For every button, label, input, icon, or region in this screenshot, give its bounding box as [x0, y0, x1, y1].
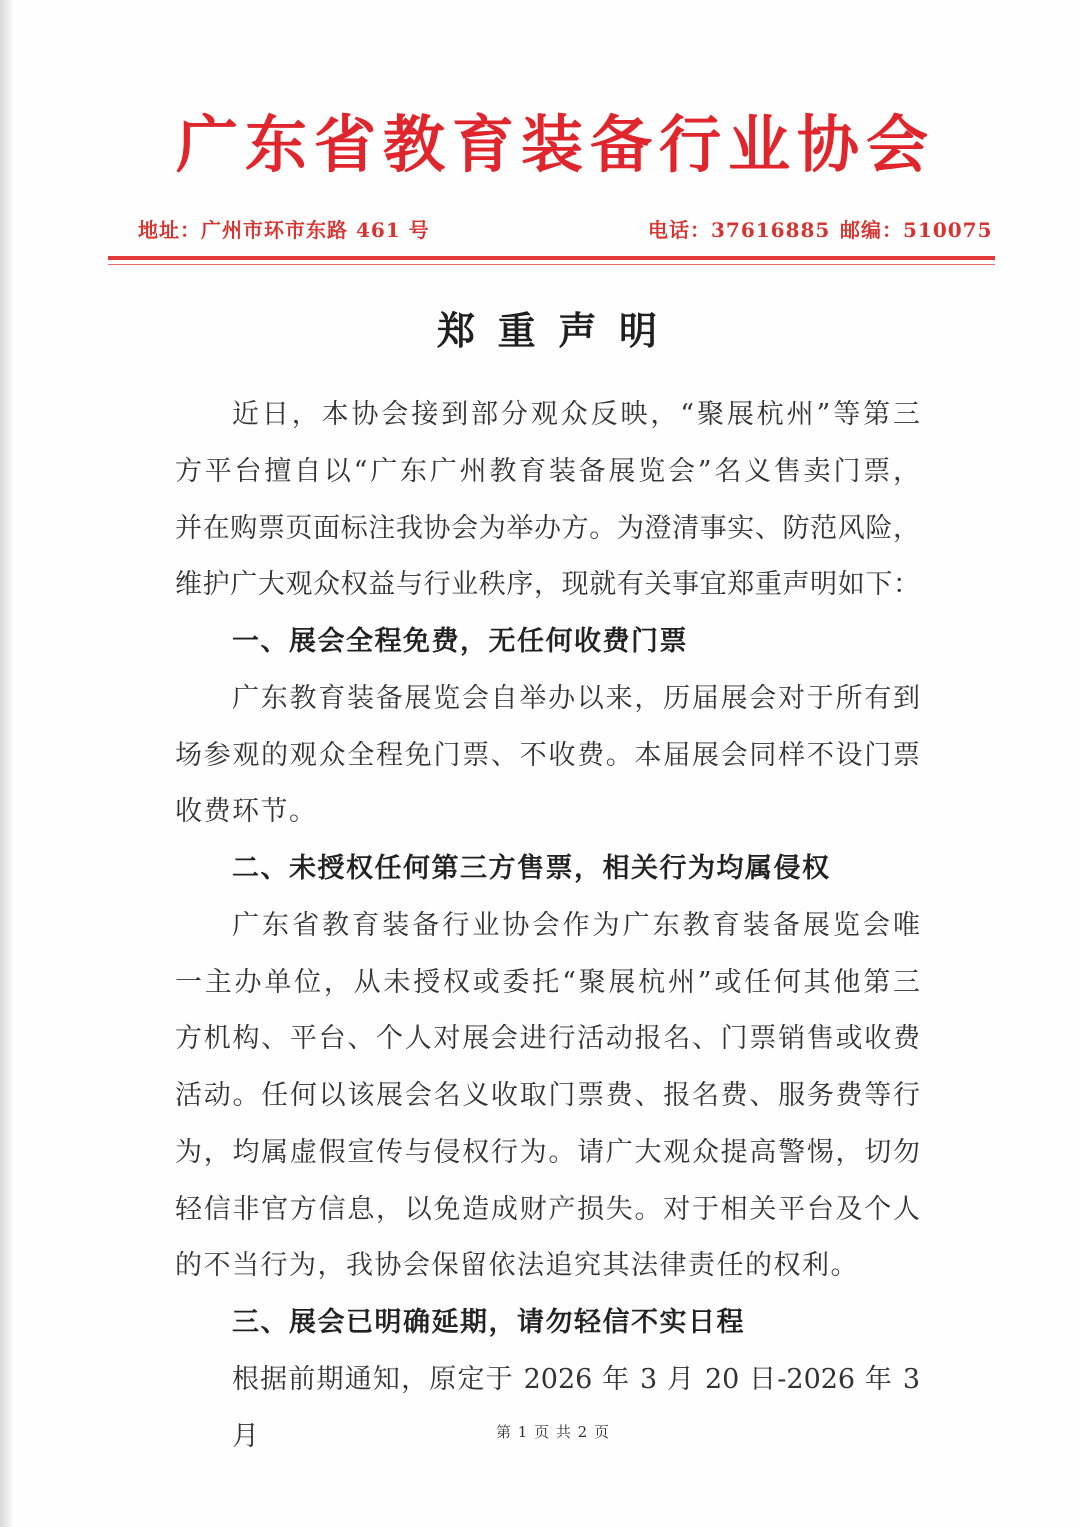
section-1: [175, 614, 920, 841]
text-line: 维护广大观众权益与行业秩序，现就有关事宜郑重声明如下：: [175, 569, 920, 601]
letterhead-rule-thick: [108, 256, 995, 260]
text-line: 为，均属虚假宣传与侵权行为。请广大观众提高警惕，切勿: [175, 1136, 920, 1168]
text-line: 收费环节。: [175, 796, 318, 828]
section-heading: 三、展会已明确延期，请勿轻信不实日程: [232, 1307, 745, 1338]
section-2: [175, 841, 920, 1295]
text-line: 广东教育装备展览会自举办以来，历届展会对于所有到: [232, 682, 920, 714]
letterhead-rule-thin: [108, 264, 995, 265]
text-line: 一主办单位，从未授权或委托“聚展杭州”或任何其他第三: [175, 966, 920, 998]
letterhead-org-name: 广东省教育装备行业协会: [176, 108, 928, 181]
page-indicator: 第 1 页 共 2 页: [496, 1423, 610, 1441]
intro-paragraph: [175, 387, 920, 614]
section-heading: 一、展会全程免费，无任何收费门票: [232, 626, 688, 657]
letterhead-address: 地址：广州市环市东路 461 号: [138, 218, 430, 242]
text-line: 轻信非官方信息，以免造成财产损失。对于相关平台及个人: [175, 1193, 920, 1225]
letterhead-phone: 电话：37616885: [648, 218, 831, 242]
text-line: 近日，本协会接到部分观众反映，“聚展杭州”等第三: [232, 399, 920, 430]
text-line: 广东省教育装备行业协会作为广东教育装备展览会唯: [232, 909, 920, 941]
text-line: 方机构、平台、个人对展会进行活动报名、门票销售或收费: [175, 1023, 920, 1055]
text-line: 根据前期通知，原定于 2026 年 3 月 20 日-2026 年 3 月: [232, 1363, 920, 1452]
letterhead-postcode: 邮编：510075: [840, 218, 993, 242]
section-heading: 二、未授权任何第三方售票，相关行为均属侵权: [232, 853, 831, 884]
text-line: 并在购票页面标注我协会为举办方。为澄清事实、防范风险，: [175, 512, 920, 544]
text-line: 场参观的观众全程免门票、不收费。本届展会同样不设门票: [175, 739, 920, 771]
text-line: 方平台擅自以“广东广州教育装备展览会”名义售卖门票，: [175, 455, 920, 487]
text-line: 活动。任何以该展会名义收取门票费、报名费、服务费等行: [175, 1080, 920, 1111]
text-line: 的不当行为，我协会保留依法追究其法律责任的权利。: [175, 1250, 859, 1282]
scan-edge-shadow: [0, 0, 14, 1527]
statement-title: 郑重声明: [437, 308, 657, 353]
